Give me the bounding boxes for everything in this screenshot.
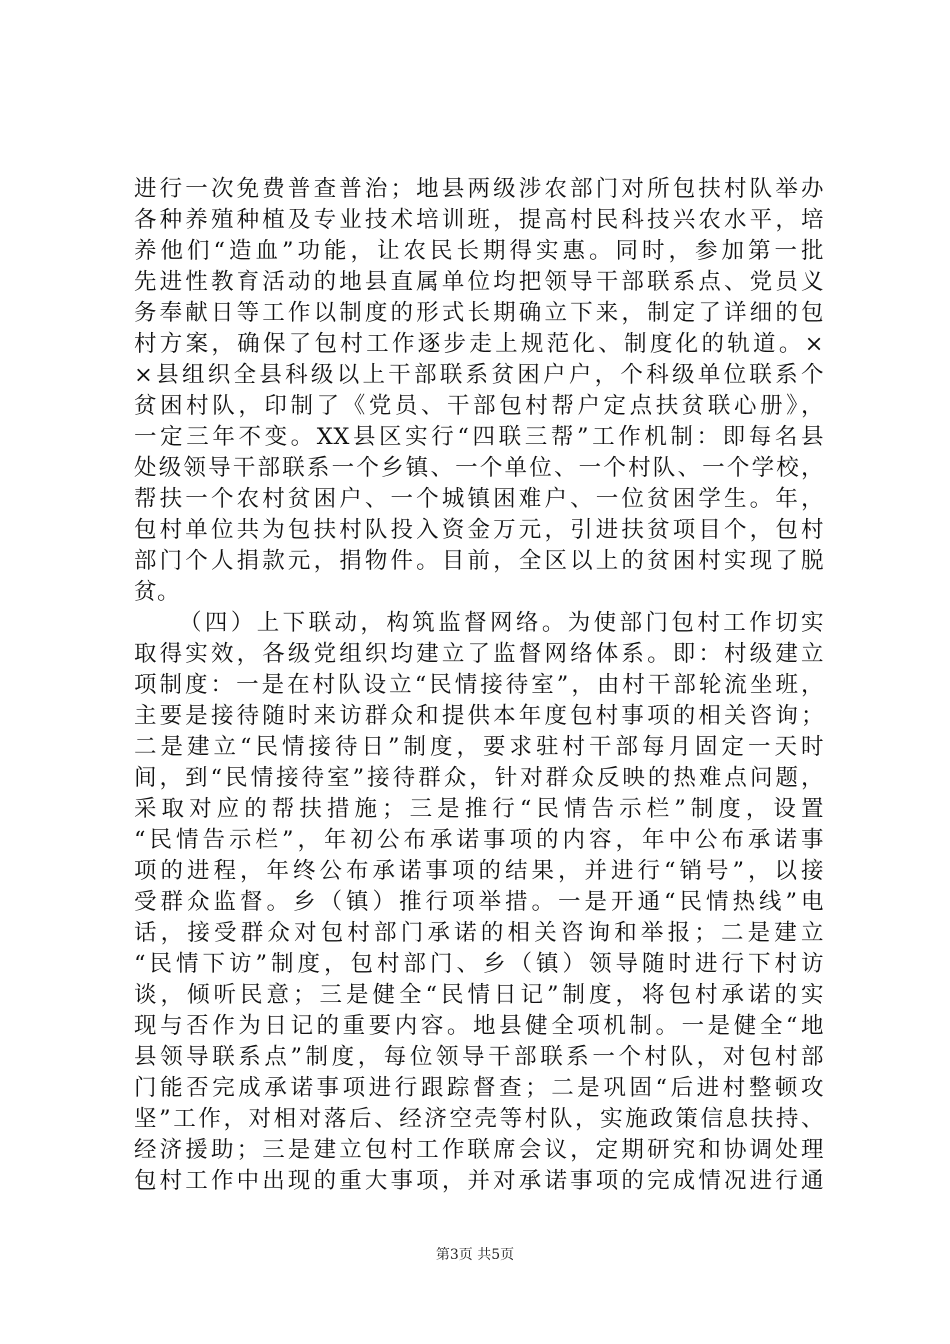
text-line: 现与否作为日记的重要内容。地县健全项机制。一是健全“地: [134, 1013, 824, 1039]
text-line: 县领导联系点”制度，每位领导干部联系一个村队，对包村部: [134, 1044, 824, 1070]
text-line: 贫。: [134, 579, 181, 605]
body-text: [134, 174, 824, 1197]
text-line: 一定三年不变。XX县区实行“四联三帮”工作机制：即每名县: [134, 424, 824, 450]
text-line: 二是建立“民情接待日”制度，要求驻村干部每月固定一天时: [134, 734, 824, 760]
text-line: 谈，倾听民意；三是健全“民情日记”制度，将包村承诺的实: [134, 982, 824, 1008]
page-number: 第3页 共5页: [435, 1247, 515, 1263]
text-line: “民情告示栏”，年初公布承诺事项的内容，年中公布承诺事: [134, 827, 824, 853]
text-line: 务奉献日等工作以制度的形式长期确立下来，制定了详细的包: [134, 300, 824, 326]
text-line: 门能否完成承诺事项进行跟踪督查；二是巩固“后进村整顿攻: [134, 1075, 824, 1101]
text-line: 先进性教育活动的地县直属单位均把领导干部联系点、党员义: [134, 269, 824, 295]
text-line: 贫困村队，印制了《党员、干部包村帮户定点扶贫联心册》，: [134, 393, 824, 419]
text-line: 取得实效，各级党组织均建立了监督网络体系。即：村级建立: [134, 641, 824, 667]
text-line: 进行一次免费普查普治；地县两级涉农部门对所包扶村队举办: [134, 176, 824, 202]
text-line: 处级领导干部联系一个乡镇、一个单位、一个村队、一个学校，: [134, 455, 824, 481]
text-line: 包村工作中出现的重大事项，并对承诺事项的完成情况进行通: [134, 1168, 824, 1194]
paragraph-2: [134, 608, 824, 1197]
text-line: 采取对应的帮扶措施；三是推行“民情告示栏”制度，设置: [134, 796, 824, 822]
text-line: 项的进程，年终公布承诺事项的结果，并进行“销号”，以接: [134, 858, 824, 884]
paragraph-1: [134, 174, 824, 608]
text-line: 经济援助；三是建立包村工作联席会议，定期研究和协调处理: [134, 1137, 824, 1163]
text-line: 主要是接待随时来访群众和提供本年度包村事项的相关咨询；: [134, 703, 824, 729]
text-line: 养他们“造血”功能，让农民长期得实惠。同时，参加第一批: [134, 238, 824, 264]
text-line: 坚”工作，对相对落后、经济空壳等村队，实施政策信息扶持、: [134, 1106, 824, 1132]
text-line: （四）上下联动，构筑监督网络。为使部门包村工作切实: [179, 610, 824, 636]
text-line: 各种养殖种植及专业技术培训班，提高村民科技兴农水平，培: [134, 207, 824, 233]
text-line: “民情下访”制度，包村部门、乡（镇）领导随时进行下村访: [134, 951, 824, 977]
text-line: 村方案，确保了包村工作逐步走上规范化、制度化的轨道。×: [134, 331, 824, 357]
text-line: 受群众监督。乡（镇）推行项举措。一是开通“民情热线”电: [134, 889, 824, 915]
text-line: 部门个人捐款元，捐物件。目前，全区以上的贫困村实现了脱: [134, 548, 824, 574]
text-line: 项制度：一是在村队设立“民情接待室”，由村干部轮流坐班，: [134, 672, 824, 698]
text-line: ×县组织全县科级以上干部联系贫困户户，个科级单位联系个: [134, 362, 824, 388]
text-line: 间，到“民情接待室”接待群众，针对群众反映的热难点问题，: [134, 765, 824, 791]
text-line: 话，接受群众对包村部门承诺的相关咨询和举报；二是建立: [134, 920, 824, 946]
text-line: 帮扶一个农村贫困户、一个城镇困难户、一位贫困学生。年，: [134, 486, 824, 512]
text-line: 包村单位共为包扶村队投入资金万元，引进扶贫项目个，包村: [134, 517, 824, 543]
